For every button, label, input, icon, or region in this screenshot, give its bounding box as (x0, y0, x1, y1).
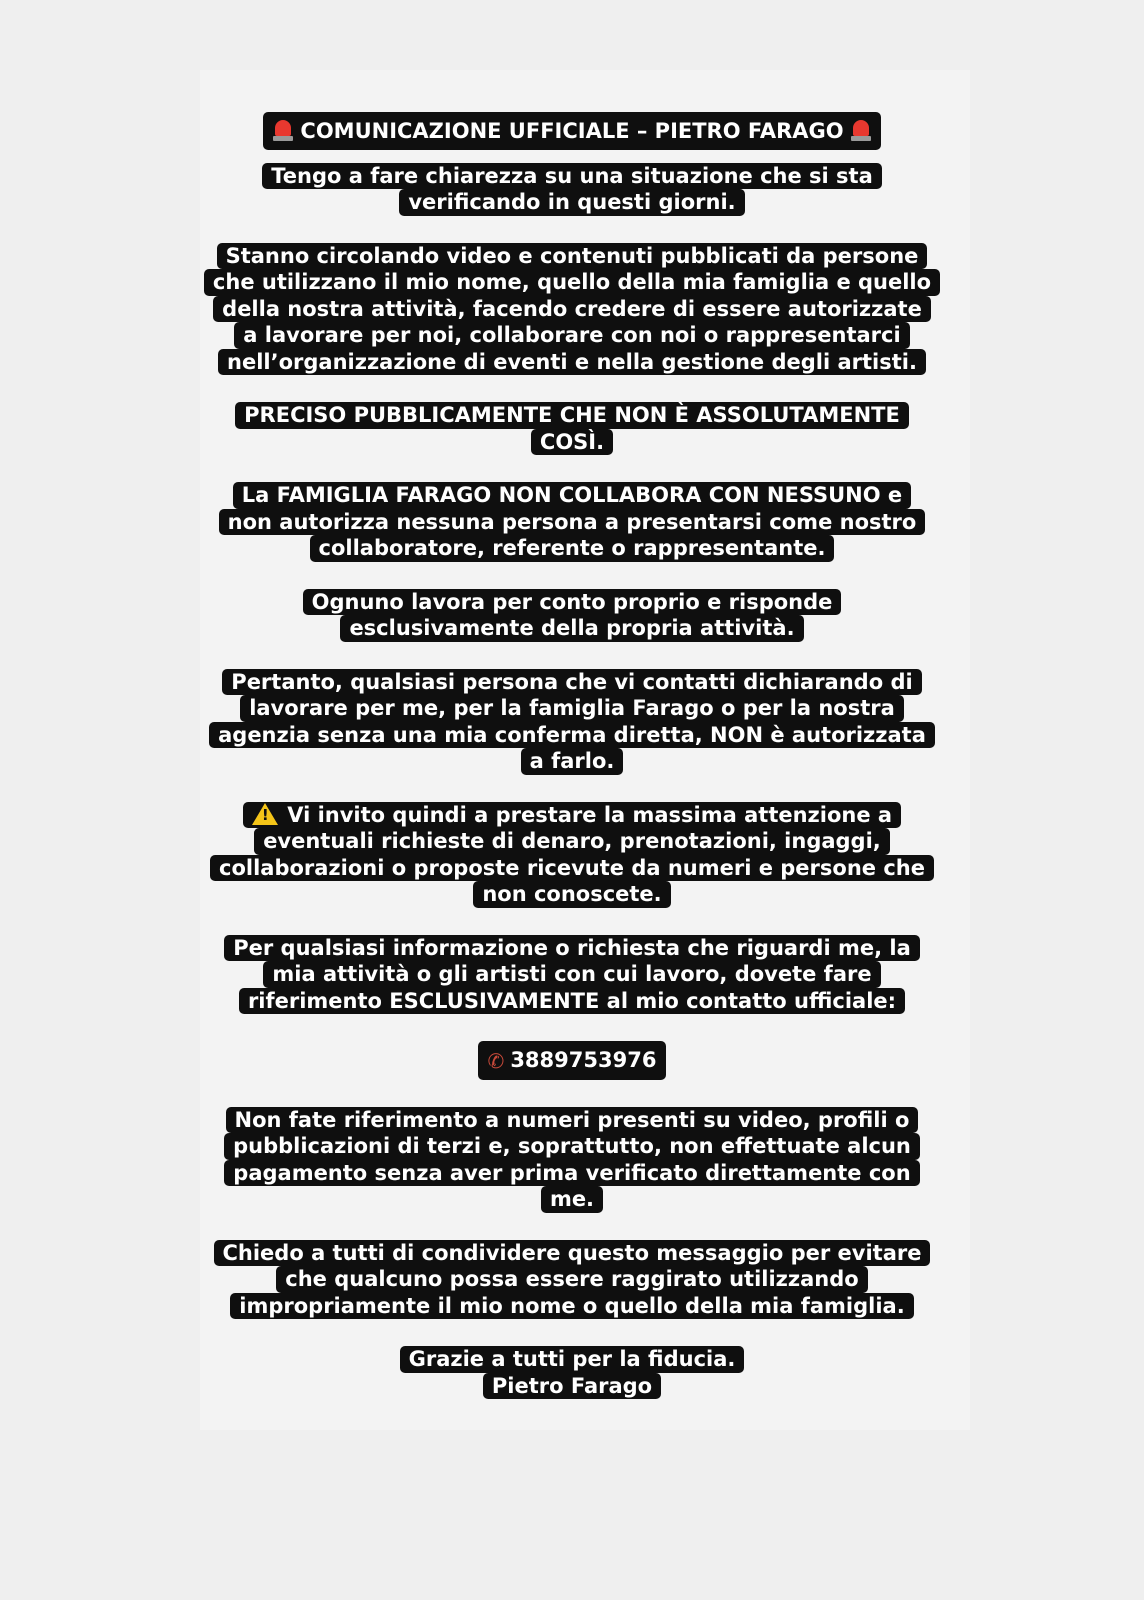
text-line: che qualcuno possa essere raggirato utilizzando (276, 1266, 867, 1293)
announcement-title (263, 112, 881, 150)
text-line: non autorizza nessuna persona a presentarsi come nostro (219, 509, 926, 536)
paragraph-signature (400, 1346, 745, 1399)
text-line: che utilizzano il mio nome, quello della mia famiglia e quello (204, 269, 940, 296)
text-line: Stanno circolando video e contenuti pubblicati da persone (217, 243, 928, 270)
text-line: me. (541, 1186, 603, 1213)
announcement (0, 112, 1144, 1426)
text-line: La FAMIGLIA FARAGO NON COLLABORA CON NESSUNO e (233, 482, 911, 509)
text-line: Non fate riferimento a numeri presenti su video, profili o (226, 1107, 919, 1134)
paragraph-payment-warning (224, 1107, 920, 1213)
text-line: COSÌ. (531, 429, 613, 456)
text-line: Ognuno lavora per conto proprio e risponde (303, 589, 842, 616)
phone-line[interactable] (478, 1041, 667, 1080)
text-line: Chiedo a tutti di condividere questo messaggio per evitare (214, 1240, 931, 1267)
text-line: PRECISO PUBBLICAMENTE CHE NON È ASSOLUTAMENTE (235, 402, 909, 429)
text-line: Pertanto, qualsiasi persona che vi contatti dichiarando di (222, 669, 921, 696)
text-line: Per qualsiasi informazione o richiesta che riguardi me, la (224, 935, 920, 962)
text-line: mia attività o gli artisti con cui lavoro, dovete fare (263, 961, 880, 988)
text-line: pagamento senza aver prima verificato direttamente con (224, 1160, 919, 1187)
phone-number[interactable]: 3889753976 (510, 1048, 657, 1072)
text-line: collaborazioni o proposte ricevute da numeri e persone che (210, 855, 934, 882)
paragraph-not-authorized (209, 669, 935, 775)
phone-contact (478, 1041, 667, 1080)
text-line: esclusivamente della propria attività. (340, 615, 803, 642)
text-line: della nostra attività, facendo credere di essere autorizzate (213, 296, 931, 323)
siren-icon (273, 118, 293, 142)
text-line: impropriamente il mio nome o quello della mia famiglia. (230, 1293, 913, 1320)
paragraph-warning (210, 802, 934, 908)
paragraph-public-statement (235, 402, 909, 455)
paragraph-circulating-videos (204, 243, 940, 376)
text-line: lavorare per me, per la famiglia Farago o per la nostra (240, 695, 904, 722)
title-text: COMUNICAZIONE UFFICIALE – PIETRO FARAGO (300, 119, 844, 143)
text-line: non conoscete. (473, 881, 670, 908)
text-line: pubblicazioni di terzi e, soprattutto, non effettuate alcun (224, 1133, 920, 1160)
paragraph-share-request (214, 1240, 931, 1320)
siren-icon (851, 118, 871, 142)
text-line: eventuali richieste di denaro, prenotazioni, ingaggi, (254, 828, 890, 855)
text-line: Grazie a tutti per la fiducia. (400, 1346, 745, 1373)
text-line: a lavorare per noi, collaborare con noi o rappresentarci (234, 322, 909, 349)
text-line: Tengo a fare chiarezza su una situazione che si sta (262, 163, 882, 190)
text-line: riferimento ESCLUSIVAMENTE al mio contatto ufficiale: (239, 988, 905, 1015)
text-line: a farlo. (521, 748, 624, 775)
title-line (263, 112, 881, 150)
text-line: collaboratore, referente o rappresentante. (310, 535, 835, 562)
text-line: verificando in questi giorni. (399, 189, 744, 216)
text-line: agenzia senza una mia conferma diretta, NON è autorizzata (209, 722, 935, 749)
paragraph-official-contact (224, 935, 920, 1015)
paragraph-independent-work (303, 589, 842, 642)
telephone-icon: ✆ (487, 1049, 505, 1073)
warning-icon (252, 803, 278, 825)
paragraph-no-collaboration (219, 482, 926, 562)
warning-text: Vi invito quindi a prestare la massima attenzione a (287, 802, 893, 827)
paragraph-intro (262, 163, 882, 216)
text-line: nell’organizzazione di eventi e nella gestione degli artisti. (218, 349, 926, 376)
text-line (243, 802, 901, 829)
signature-name: Pietro Farago (483, 1373, 661, 1400)
